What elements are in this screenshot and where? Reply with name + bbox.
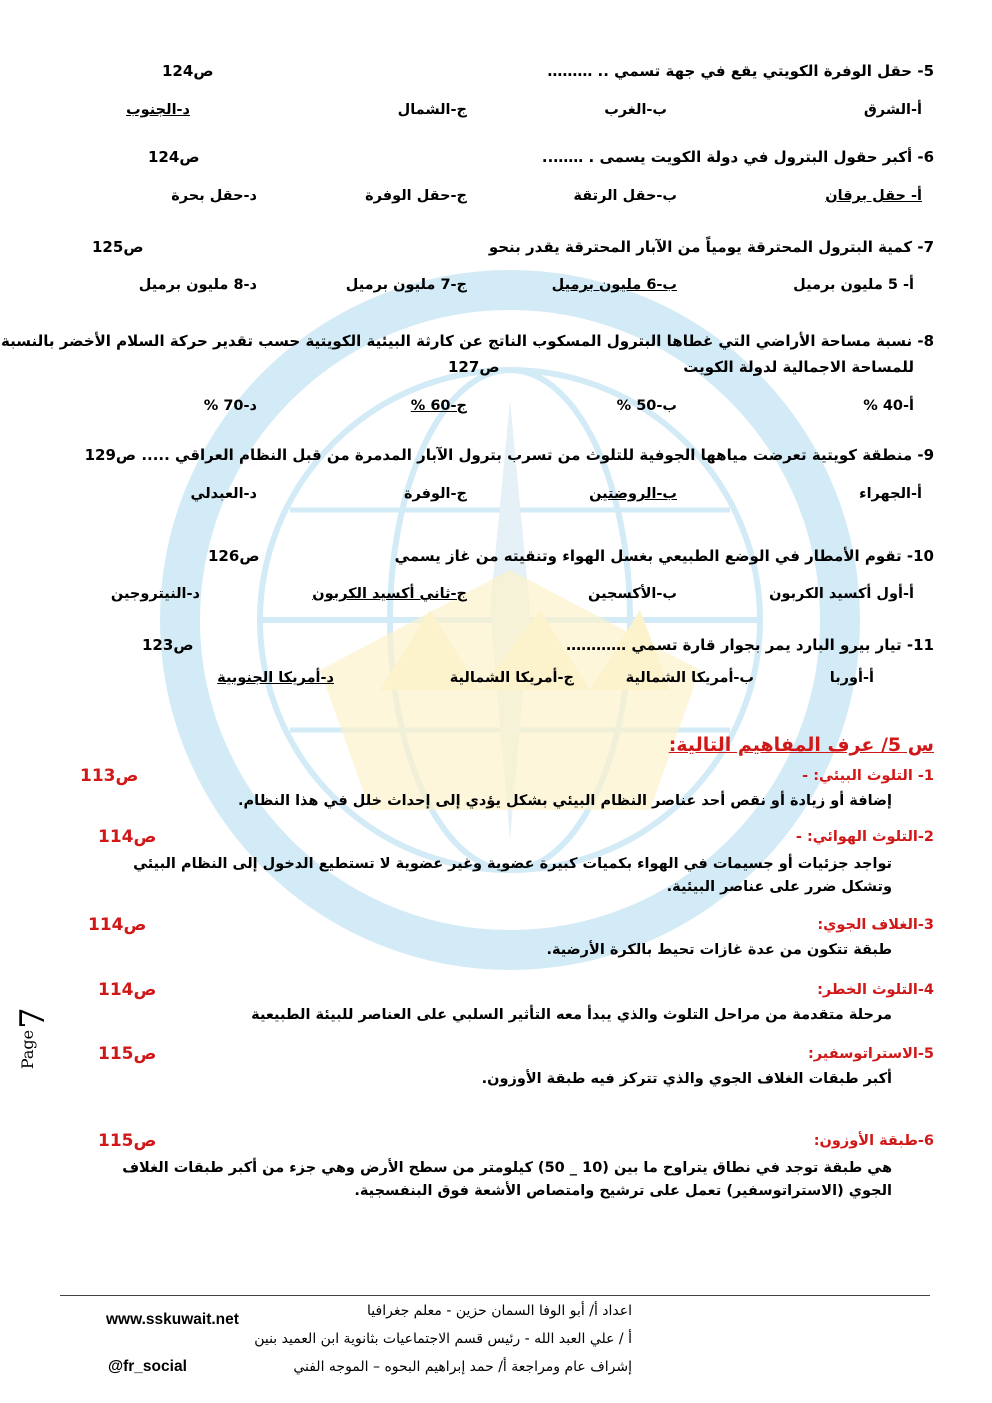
q5-option-c: ج-الشمال xyxy=(397,102,467,118)
q11-option-a: أ-أوربا xyxy=(829,670,874,686)
q9-option-c: ج-الوفرة xyxy=(403,486,467,502)
definition-1: إضافة أو زيادة أو نقص أحد عناصر النظام البيئي بشكل يؤدي إلى إحداث خلل في هذا النظام. xyxy=(238,793,892,809)
question-7-page: ص125 xyxy=(92,238,144,256)
q7-option-b: ب-6 مليون برميل xyxy=(551,277,677,293)
footer-website-link[interactable]: www.sskuwait.net xyxy=(106,1311,239,1328)
footer-supervisor: إشراف عام ومراجعة أ/ حمد إبراهيم البحوه – الموجه الفني xyxy=(293,1359,632,1375)
term-1-page: ص113 xyxy=(80,766,139,786)
term-3-page: ص114 xyxy=(88,915,147,935)
q7-option-c: ج-7 مليون برميل xyxy=(345,277,467,293)
q11-option-c: ج-أمريكا الشمالية xyxy=(449,670,574,686)
term-6: 6-طبقة الأوزون: xyxy=(813,1133,934,1149)
question-8-page: ص127 xyxy=(448,358,500,376)
footer-social-handle[interactable]: @fr_social xyxy=(108,1358,187,1375)
page-label: Page xyxy=(18,1029,38,1070)
term-1: 1- التلوث البيئي: - xyxy=(802,768,934,784)
q9-option-b: ب-الروضتين xyxy=(589,486,677,502)
question-9: 9- منطقة كويتية تعرضت مياهها الجوفية للتلوث من تسرب بترول الآبار المدمرة من قبل النظام العراقي ..... ص129 xyxy=(84,446,934,464)
question-8: 8- نسبة مساحة الأراضي التي غطاها البترول المسكوب الناتج عن كارثة البيئية الكويتية حسب تقدير حركة السلام الأخضر بالنسبة xyxy=(0,332,934,350)
q11-option-d: د-أمريكا الجنوبية xyxy=(217,670,334,686)
q7-option-d: د-8 مليون برميل xyxy=(138,277,257,293)
q10-option-d: د-النيتروجين xyxy=(110,586,200,602)
question-6-page: ص124 xyxy=(148,148,200,166)
definition-6: هي طبقة توجد في نطاق يتراوح ما بين (10 _ 50) كيلومتر من سطح الأرض وهي جزء من أكبر طبقات الغلاف الجوي (الاستراتوسفير) تعمل على ترشيح وامتصاص الأشعة فوق البنفسجية. xyxy=(122,1160,892,1199)
q5-option-b: ب-الغرب xyxy=(604,102,667,118)
q7-option-a: أ- 5 مليون برميل xyxy=(793,277,914,293)
definition-2: تواجد جزئيات أو جسيمات في الهواء بكميات كبيرة عضوية وغير عضوية لا تستطيع الدخول إلى النظام البيئي وتشكل ضرر على عناصر البيئية. xyxy=(133,856,892,895)
q10-option-c: ج-ثاني أكسيد الكربون xyxy=(312,586,467,602)
question-11-page: ص123 xyxy=(142,636,194,654)
q6-option-b: ب-حقل الرتقة xyxy=(573,188,677,204)
q5-option-a: أ-الشرق xyxy=(863,102,922,118)
footer-divider xyxy=(60,1295,930,1296)
question-5-page: ص124 xyxy=(162,62,214,80)
q11-option-b: ب-أمريكا الشمالية xyxy=(625,670,754,686)
q8-option-a: أ-40 % xyxy=(863,398,914,414)
question-10: 10- تقوم الأمطار في الوضع الطبيعي بغسل الهواء وتنقيته من غاز يسمي xyxy=(394,547,934,565)
term-5: 5-الاستراتوسفير: xyxy=(807,1046,934,1062)
page-number-value: 7 xyxy=(12,1007,53,1029)
q6-option-d: د-حقل بحرة xyxy=(171,188,257,204)
q6-option-c: ج-حقل الوفرة xyxy=(365,188,467,204)
q10-option-a: أ-أول أكسيد الكربون xyxy=(769,586,914,602)
term-6-page: ص115 xyxy=(98,1131,157,1151)
question-7: 7- كمية البترول المحترقة يومياً من الآبار المحترقة يقدر بنحو xyxy=(488,238,934,256)
term-2: 2-التلوث الهوائي: - xyxy=(795,829,934,845)
q9-option-a: أ-الجهراء xyxy=(859,486,922,502)
footer-author: اعداد أ/ أبو الوفا السمان حزين - معلم جغرافيا xyxy=(367,1303,632,1319)
q6-option-a: أ- حقل برقان xyxy=(825,188,922,204)
definition-4: مرحلة متقدمة من مراحل التلوث والذي يبدأ معه التأثير السلبي على العناصر للبيئة الطبيعية xyxy=(251,1007,892,1023)
q5-option-d: د-الجنوب xyxy=(126,102,190,118)
question-8-line-2: للمساحة الاجمالية لدولة الكويت xyxy=(683,358,914,376)
term-2-page: ص114 xyxy=(98,827,157,847)
definition-3: طبقة تتكون من عدة غازات تحيط بالكرة الأرضية. xyxy=(546,942,892,958)
question-6: 6- أكبر حقول البترول في دولة الكويت يسمى . …….. xyxy=(541,148,934,166)
page-number xyxy=(14,1000,54,1080)
q8-option-c: ج-60 % xyxy=(410,398,467,414)
q10-option-b: ب-الأكسجين xyxy=(588,586,677,602)
term-4: 4-التلوث الخطر: xyxy=(817,982,934,998)
question-10-page: ص126 xyxy=(208,547,260,565)
q8-option-d: د-70 % xyxy=(203,398,257,414)
term-3: 3-الغلاف الجوي: xyxy=(817,917,934,933)
question-5: 5- حقل الوفرة الكويتي يقع في جهة تسمي .. ……… xyxy=(547,62,934,80)
section-5-title: س 5/ عرف المفاهيم التالية: xyxy=(668,734,934,756)
q8-option-b: ب-50 % xyxy=(616,398,677,414)
footer-department-head: أ / علي العبد الله - رئيس قسم الاجتماعيات بثانوية ابن العميد بنين xyxy=(254,1331,632,1347)
term-4-page: ص114 xyxy=(98,980,157,1000)
q9-option-d: د-العبدلي xyxy=(190,486,257,502)
term-5-page: ص115 xyxy=(98,1044,157,1064)
definition-5: أكبر طبقات الغلاف الجوي والذي تتركز فيه طبقة الأوزون. xyxy=(481,1071,892,1087)
question-11: 11- تيار بيرو البارد يمر بجوار قارة تسمي ………… xyxy=(566,636,934,654)
